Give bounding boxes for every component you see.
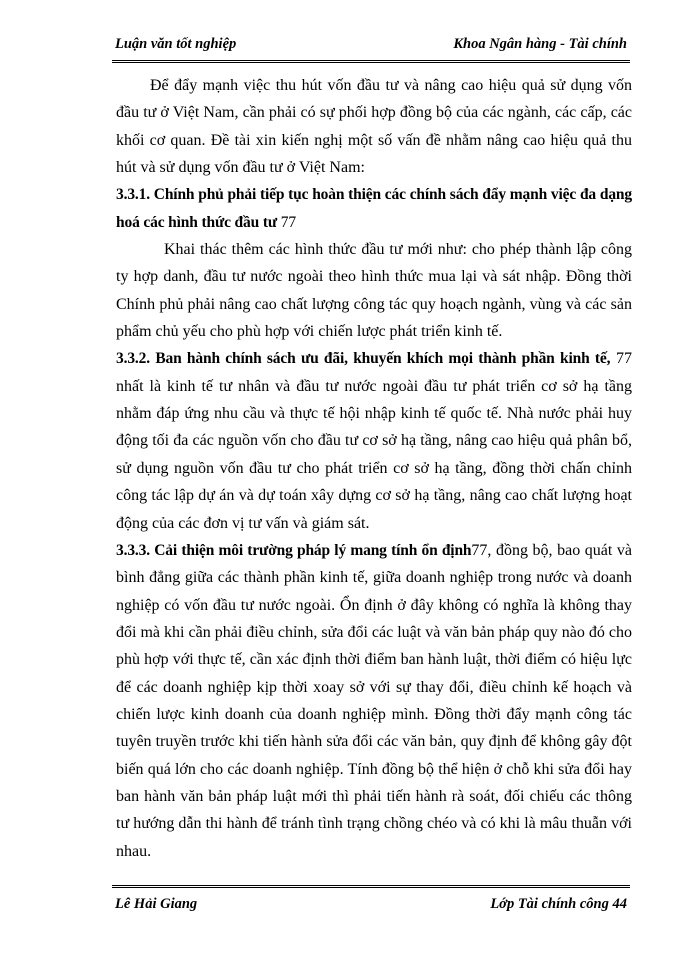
section-3-3-3: [116, 537, 632, 865]
section-heading-3-3-2: 3.3.2. Ban hành chính sách ưu đãi, khuyến khích mọi thành phần kinh tế,: [116, 350, 611, 368]
page-ref: 77: [471, 541, 488, 559]
page-ref: 77: [616, 350, 632, 368]
footer-author: Lê Hải Giang: [115, 896, 198, 912]
section-body-3-3-2: nhất là kinh tế tư nhân và đầu tư nước ngoài đầu tư phát triển cơ sở hạ tầng nhằm đáp ứng nhu cầu và thực tế hội nhập kinh tế quốc tế. Nhà nước phải huy động tối đa các nguồn vốn cho đầu tư cơ sở hạ tầng, nâng cao hiệu quả phân bổ, sử dụng nguồn vốn đầu tư cho phát triển cơ sở hạ tầng, đồng thời chấn chỉnh công tác lập dự án và dự toán xây dựng cơ sở hạ tầng, nâng cao chất lượng hoạt động của các đơn vị tư vấn và giám sát.: [116, 377, 632, 532]
header-right: Khoa Ngân hàng - Tài chính: [453, 36, 627, 52]
header-rule: [112, 60, 630, 63]
footer-rule: [112, 885, 630, 888]
section-body-3-3-3: , đồng bộ, bao quát và bình đẳng giữa các thành phần kinh tế, giữa doanh nghiệp trong nước và doanh nghiệp có vốn đầu tư nước ngoài. Ổn định ở đây không có nghĩa là không thay đổi mà khi cần phải điều chỉnh, sửa đổi các luật và văn bản pháp quy nào đó cho phù hợp với thực tế, cần xác định thời điểm ban hành luật, thời điểm có hiệu lực để các doanh nghiệp kịp thời xoay sở với sự thay đổi, điều chỉnh kế hoạch và chiến lược kinh doanh của doanh nghiệp mình. Đồng thời đẩy mạnh công tác tuyên truyền trước khi tiến hành sửa đổi các văn bản, quy định để không gây đột biến quá lớn cho các doanh nghiệp. Tính đồng bộ thể hiện ở chỗ khi sửa đổi hay ban hành văn bản pháp luật mới thì phải tiến hành rà soát, đối chiếu các thông tư hướng dẫn thi hành để tránh tình trạng chồng chéo và có khi là mâu thuẫn với nhau.: [116, 541, 632, 860]
section-heading-3-3-3: 3.3.3. Cải thiện môi trường pháp lý mang tính ổn định: [116, 541, 472, 559]
header-left: Luận văn tốt nghiệp: [115, 36, 237, 52]
page-footer: [115, 896, 627, 913]
section-3-3-2: [116, 345, 632, 536]
page-ref: 77: [280, 213, 296, 231]
page-header: [115, 36, 627, 53]
document-body: [116, 72, 632, 865]
section-body-3-3-1: Khai thác thêm các hình thức đầu tư mới như: cho phép thành lập công ty hợp danh, đầu tư nước ngoài theo hình thức mua lại và sát nhập. Đồng thời Chính phủ phải nâng cao chất lượng công tác quy hoạch ngành, vùng và các sản phẩm chủ yếu cho phù hợp với chiến lược phát triển kinh tế.: [116, 241, 632, 341]
section-heading-3-3-1: 3.3.1. Chính phủ phải tiếp tục hoàn thiện các chính sách đẩy mạnh việc đa dạng hoá các hình thức đầu tư 77: [116, 186, 632, 231]
intro-paragraph: Để đẩy mạnh việc thu hút vốn đầu tư và nâng cao hiệu quả sử dụng vốn đầu tư ở Việt Nam, cần phải có sự phối hợp đồng bộ của các ngành, các cấp, các khối cơ quan. Đề tài xin kiến nghị một số vấn đề nhằm nâng cao hiệu quả thu hút và sử dụng vốn đầu tư ở Việt Nam:: [116, 77, 632, 177]
footer-class: Lớp Tài chính công 44: [490, 896, 627, 912]
